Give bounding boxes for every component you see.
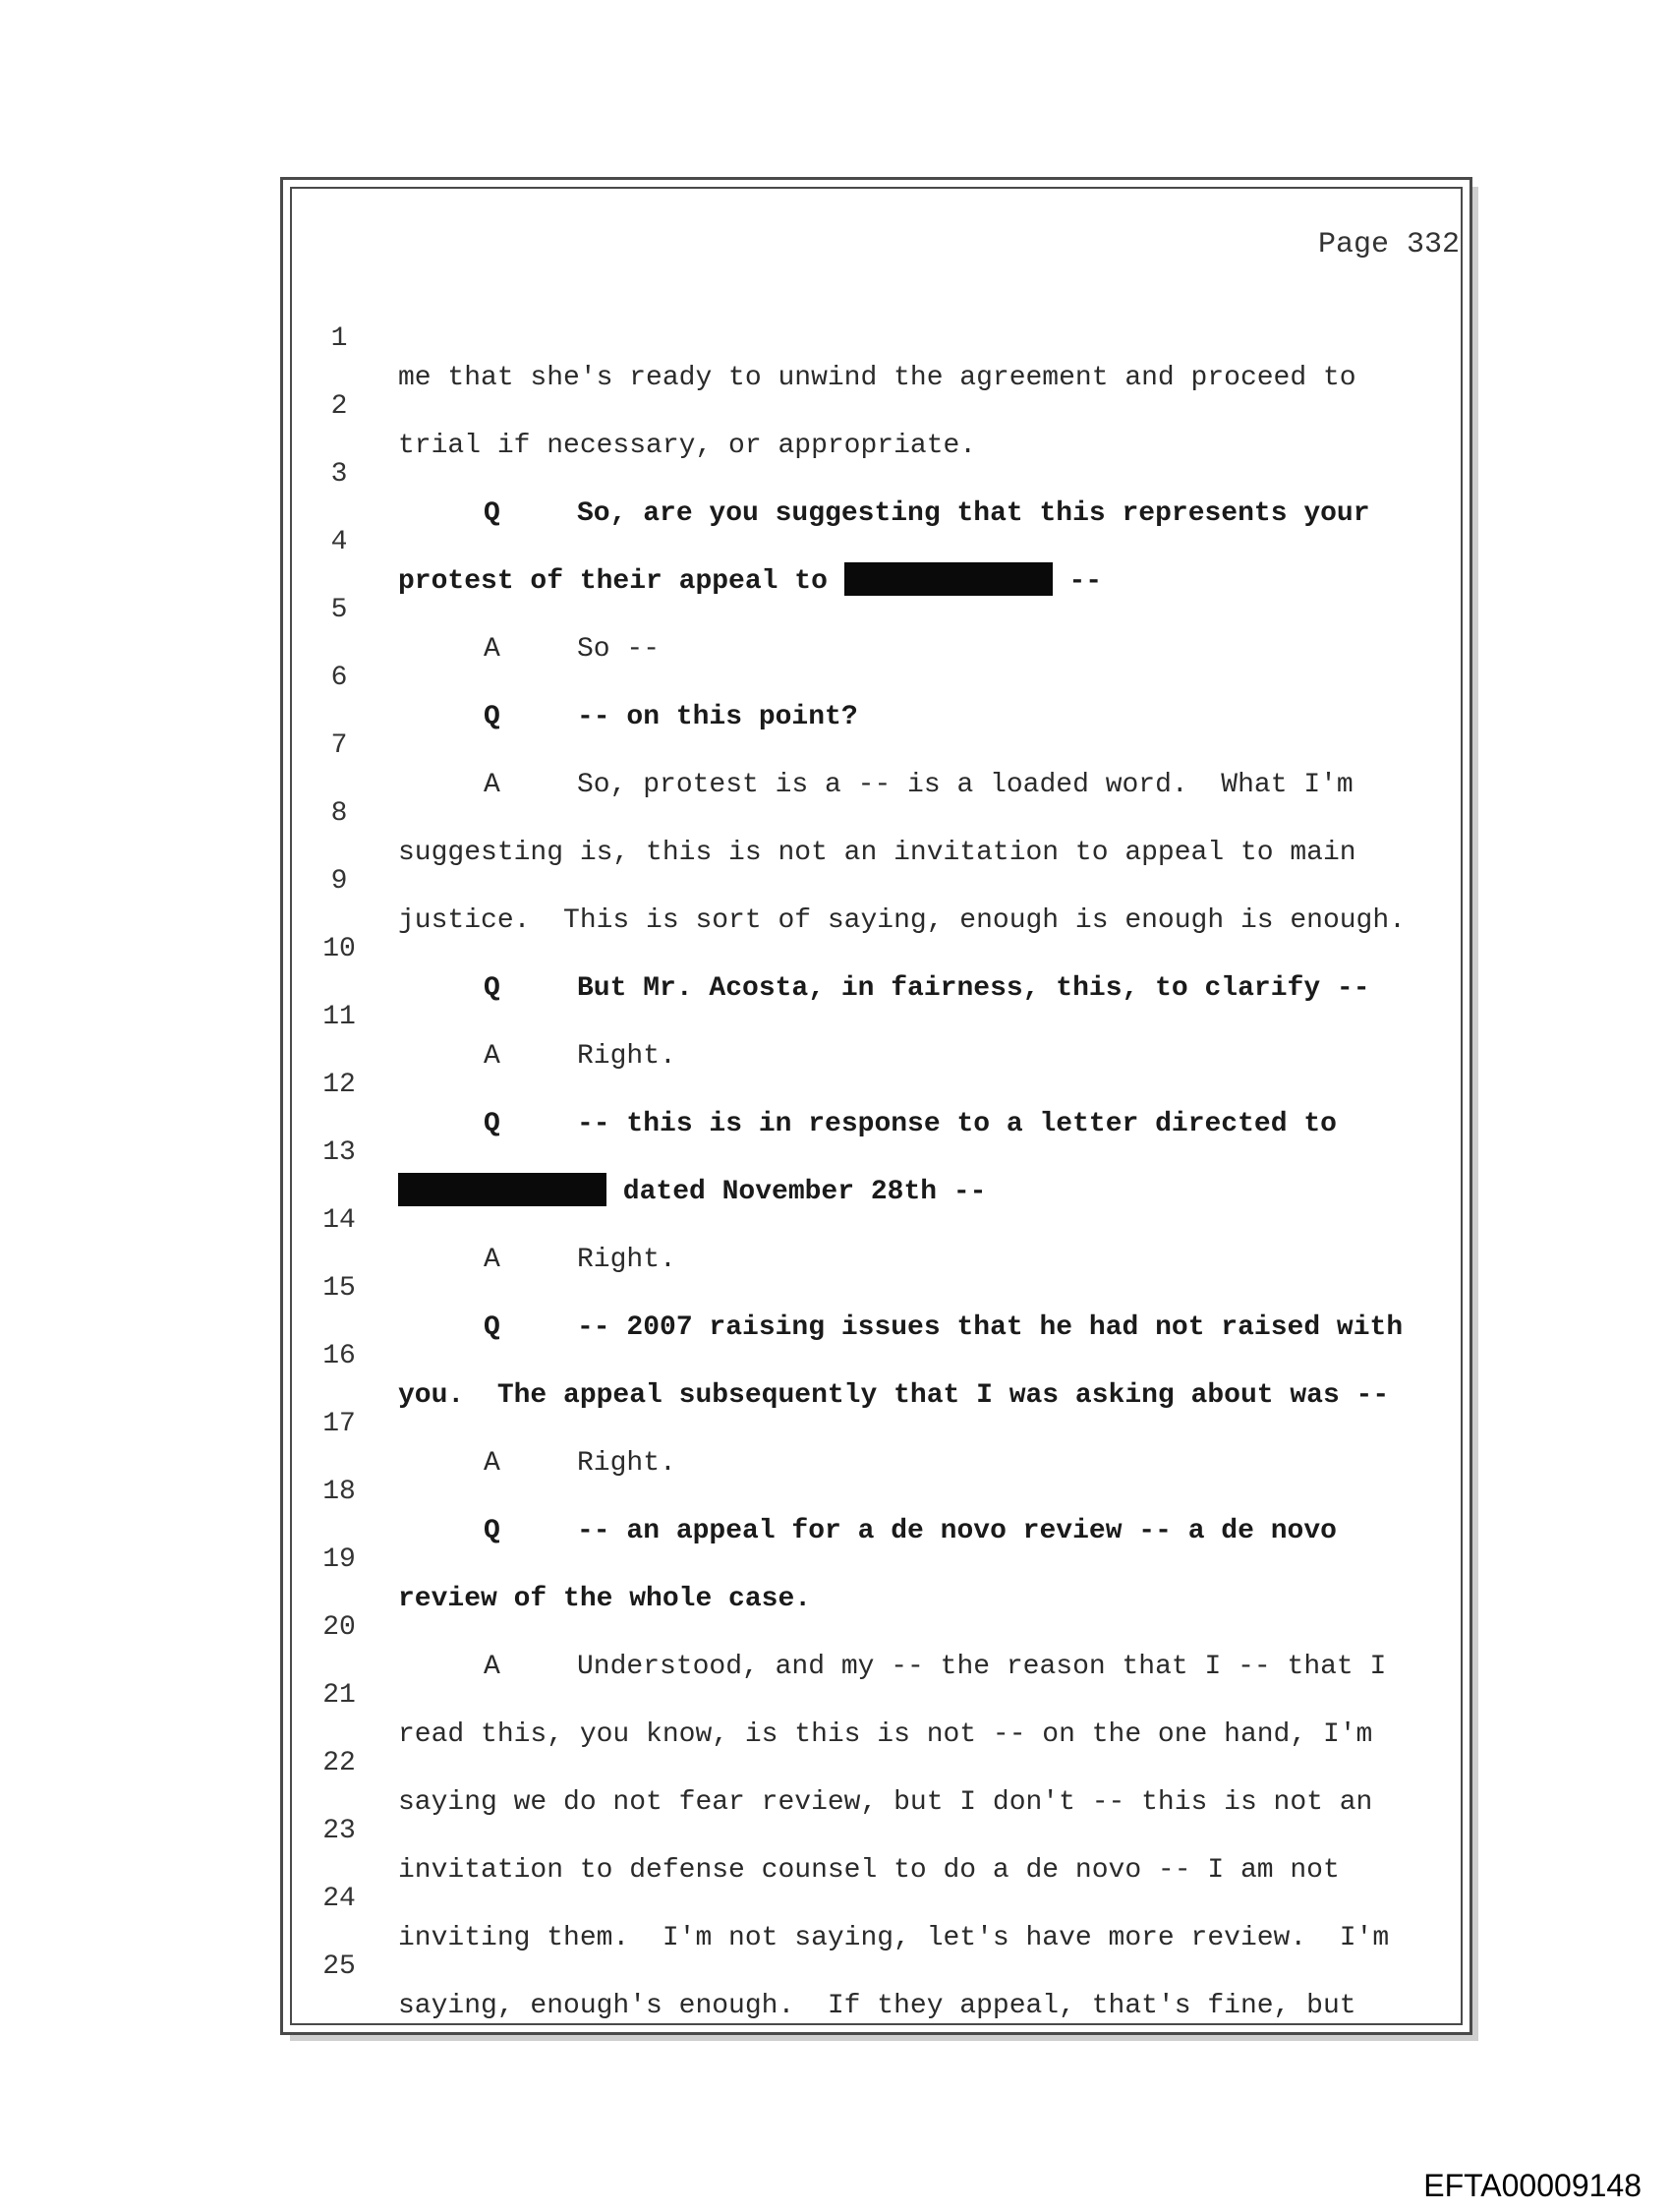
line-text: suggesting is, this is not an invitation to appeal to main	[398, 838, 1356, 868]
line-text-after: --	[1052, 566, 1103, 597]
speaker-label: A	[484, 1041, 500, 1072]
line-number: 20	[322, 1612, 356, 1643]
line-number: 23	[322, 1816, 356, 1846]
line-text: invitation to defense counsel to do a de novo -- I am not	[398, 1855, 1340, 1886]
speaker-label: Q	[484, 973, 500, 1004]
transcript-line	[315, 1162, 1460, 1275]
transcript-line	[315, 1773, 1460, 1886]
line-number: 17	[322, 1409, 356, 1439]
transcript-line	[315, 416, 1460, 529]
line-text: me that she's ready to unwind the agreement and proceed to	[398, 363, 1356, 393]
transcript-line	[315, 619, 1460, 732]
transcript-line	[315, 1908, 1460, 2021]
speaker-label: A	[484, 1448, 500, 1479]
line-text: -- an appeal for a de novo review -- a de novo	[577, 1516, 1337, 1546]
transcript-line	[315, 1230, 1460, 1343]
line-text: Right.	[577, 1245, 676, 1275]
line-number: 9	[330, 866, 348, 897]
line-number: 24	[322, 1884, 356, 1914]
line-text: -- this is in response to a letter directed to	[577, 1109, 1337, 1139]
line-number: 2	[330, 391, 348, 422]
speaker-label: A	[484, 634, 500, 665]
line-number: 10	[322, 934, 356, 964]
line-text: trial if necessary, or appropriate.	[398, 431, 977, 461]
line-number: 11	[322, 1002, 356, 1032]
speaker-label: A	[484, 1652, 500, 1682]
line-number: 7	[330, 730, 348, 761]
line-text: So, protest is a -- is a loaded word. What I'm	[577, 770, 1354, 800]
transcript-line	[315, 1501, 1460, 1614]
line-text: Right.	[577, 1448, 676, 1479]
speaker-label: Q	[484, 702, 500, 732]
transcript-line	[315, 1366, 1460, 1479]
line-number: 4	[330, 527, 348, 557]
document-id: EFTA00009148	[1423, 2168, 1642, 2203]
line-number: 15	[322, 1273, 356, 1304]
line-number: 22	[322, 1748, 356, 1778]
line-text: protest of their appeal to	[398, 566, 828, 597]
line-text: -- on this point?	[577, 702, 858, 732]
line-number: 16	[322, 1341, 356, 1371]
line-text: saying we do not fear review, but I don't -- this is not an	[398, 1787, 1373, 1818]
page-number: Page 332	[1317, 228, 1460, 262]
line-number: 18	[322, 1477, 356, 1507]
line-text: saying, enough's enough. If they appeal, that's fine, but	[398, 1991, 1356, 2021]
line-number: 3	[330, 459, 348, 490]
transcript-line	[315, 959, 1460, 1072]
transcript-line	[315, 1433, 1460, 1546]
line-number: 6	[330, 663, 348, 693]
line-number: 13	[322, 1137, 356, 1168]
line-text: So --	[577, 634, 661, 665]
line-text: review of the whole case.	[398, 1584, 812, 1614]
line-number: 5	[330, 595, 348, 625]
transcript-line	[315, 823, 1460, 936]
transcript-line	[315, 755, 1460, 868]
line-number: 21	[322, 1680, 356, 1711]
line-text: Right.	[577, 1041, 676, 1072]
line-number: 12	[322, 1070, 356, 1100]
line-text-after: dated November 28th --	[606, 1177, 987, 1207]
speaker-label: Q	[484, 1312, 500, 1343]
speaker-label: A	[484, 770, 500, 800]
transcript-line	[315, 1705, 1460, 1818]
line-text: read this, you know, is this is not -- on the one hand, I'm	[398, 1719, 1373, 1750]
line-text: -- 2007 raising issues that he had not raised with	[577, 1312, 1404, 1343]
transcript-line	[315, 484, 1460, 597]
transcript-line	[315, 552, 1460, 665]
line-text: But Mr. Acosta, in fairness, this, to clarify --	[577, 973, 1370, 1004]
line-number: 14	[322, 1205, 356, 1236]
line-number: 19	[322, 1544, 356, 1575]
line-text: justice. This is sort of saying, enough is enough is enough.	[398, 905, 1406, 936]
transcript-line	[315, 1569, 1460, 1682]
transcript-line	[315, 891, 1460, 1004]
line-number: 1	[330, 323, 348, 354]
line-number: 25	[322, 1951, 356, 1982]
line-text: So, are you suggesting that this represents your	[577, 498, 1370, 529]
speaker-label: Q	[484, 1516, 500, 1546]
transcript-line	[315, 1298, 1460, 1411]
line-number: 8	[330, 798, 348, 829]
line-text: Understood, and my -- the reason that I -- that I	[577, 1652, 1387, 1682]
line-text: inviting them. I'm not saying, let's have more review. I'm	[398, 1923, 1390, 1953]
transcript-line	[315, 1094, 1460, 1207]
transcript-line	[315, 348, 1460, 461]
transcript-line	[315, 1840, 1460, 1953]
transcript-line	[315, 280, 1460, 393]
speaker-label: A	[484, 1245, 500, 1275]
transcript-line	[315, 687, 1460, 800]
speaker-label: Q	[484, 498, 500, 529]
line-text: you. The appeal subsequently that I was asking about was --	[398, 1380, 1390, 1411]
transcript-line	[315, 1026, 1460, 1139]
speaker-label: Q	[484, 1109, 500, 1139]
transcript-line	[315, 1637, 1460, 1750]
